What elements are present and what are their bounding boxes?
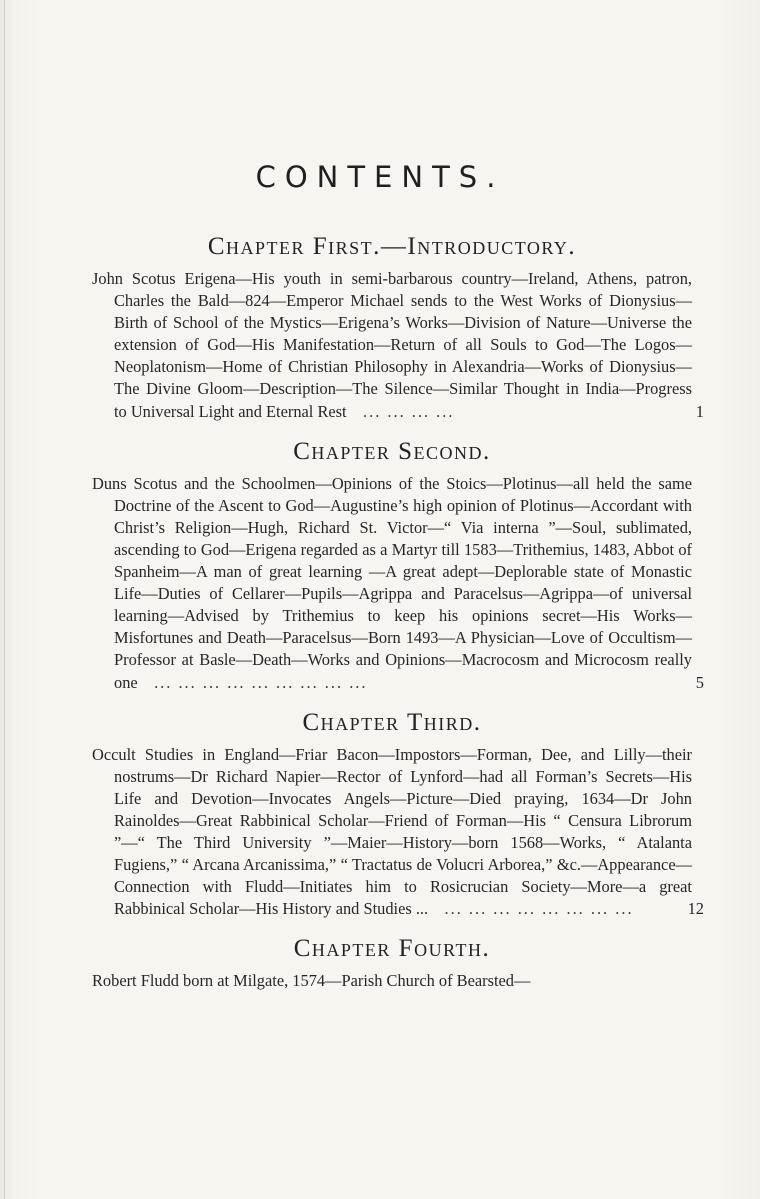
dot-leaders: ... ... ... ... xyxy=(363,401,455,421)
chapter-summary xyxy=(92,473,704,694)
chapter-entry xyxy=(92,232,704,423)
contents-list xyxy=(92,232,704,992)
page-number: 12 xyxy=(687,899,704,919)
chapter-summary xyxy=(92,744,704,921)
dot-leaders: ... ... ... ... ... ... ... ... ... xyxy=(154,672,368,692)
chapter-summary-text: John Scotus Erigena—His youth in semi-barbarous country—Ireland, Athens, patron, Charles the Bald—824—Emperor Michael sends to the West Works of Dionysius—Birth of School of the Mystics—Erigena’s Works—Division of Nature—Universe the extension of God—His Manifestation—Return of all Souls to God—The Logos—Neoplatonism—Home of Christian Philosophy in Alexandria—Works of Dionysius—The Divine Gloom—Description—The Silence—Similar Thought in India—Progress to Universal Light and Eternal Rest xyxy=(92,269,692,421)
page-number: 1 xyxy=(695,401,704,421)
chapter-summary-text: Duns Scotus and the Schoolmen—Opinions of the Stoics—Plotinus—all held the same Doctrine of the Ascent to God—Augustine’s high opinion of Plotinus—Accordant with Christ’s Religion—Hugh, Richard St. Victor—“ Via interna ”—Soul, sublimated, ascending to God—Erigena regarded as a Martyr till 1583—Trithemius, 1483, Abbot of Spanheim—A man of great learning —A great adept—Deplorable state of Monastic Life—Duties of Cellarer—Pupils—Agrippa and Paracelsus—Agrippa—of universal learning—Advised by Trithemius to keep his opinions secret—His Works—Misfortunes and Death—Paracelsus—Born 1493—A Physician—Love of Occultism—Professor at Basle—Death—Works and Opinions—Macrocosm and Microcosm really one xyxy=(92,473,692,692)
chapter-entry xyxy=(92,934,692,992)
chapter-entry xyxy=(92,437,704,694)
page-title: CONTENTS. xyxy=(255,160,505,194)
chapter-entry xyxy=(92,708,704,921)
chapter-heading: Chapter Second. xyxy=(293,437,491,465)
chapter-heading: Chapter Fourth. xyxy=(293,935,491,963)
chapter-heading: Chapter Third. xyxy=(302,708,482,736)
chapter-summary-text: Robert Fludd born at Milgate, 1574—Parish Church of Bearsted— xyxy=(92,971,531,991)
chapter-heading: Chapter First.—Introductory. xyxy=(207,233,577,260)
dot-leaders: ... ... ... ... ... ... ... ... xyxy=(444,899,634,919)
chapter-summary-text: Occult Studies in England—Friar Bacon—Impostors—Forman, Dee, and Lilly—their nostrums—Dr Richard Napier—Rector of Lynford—had all Forman’s Secrets—His Life and Devotion—Invocates Angels—Picture—Died praying, 1634—Dr John Rainoldes—Great Rabbinical Scholar—Friend of Forman—His “ Censura Librorum ”—“ The Third University ”—Maier—History—born 1568—Works, “ Atalanta Fugiens,” “ Arcana Arcanissima,” “ Tractatus de Volucri Arborea,” &c.—Appearance—Connection with Fludd—Initiates him to Rosicrucian Society—More—a great Rabbinical Scholar—His History and Studies ... xyxy=(92,744,692,919)
chapter-summary xyxy=(92,268,704,423)
chapter-summary xyxy=(92,970,692,992)
page-number: 5 xyxy=(695,672,704,692)
